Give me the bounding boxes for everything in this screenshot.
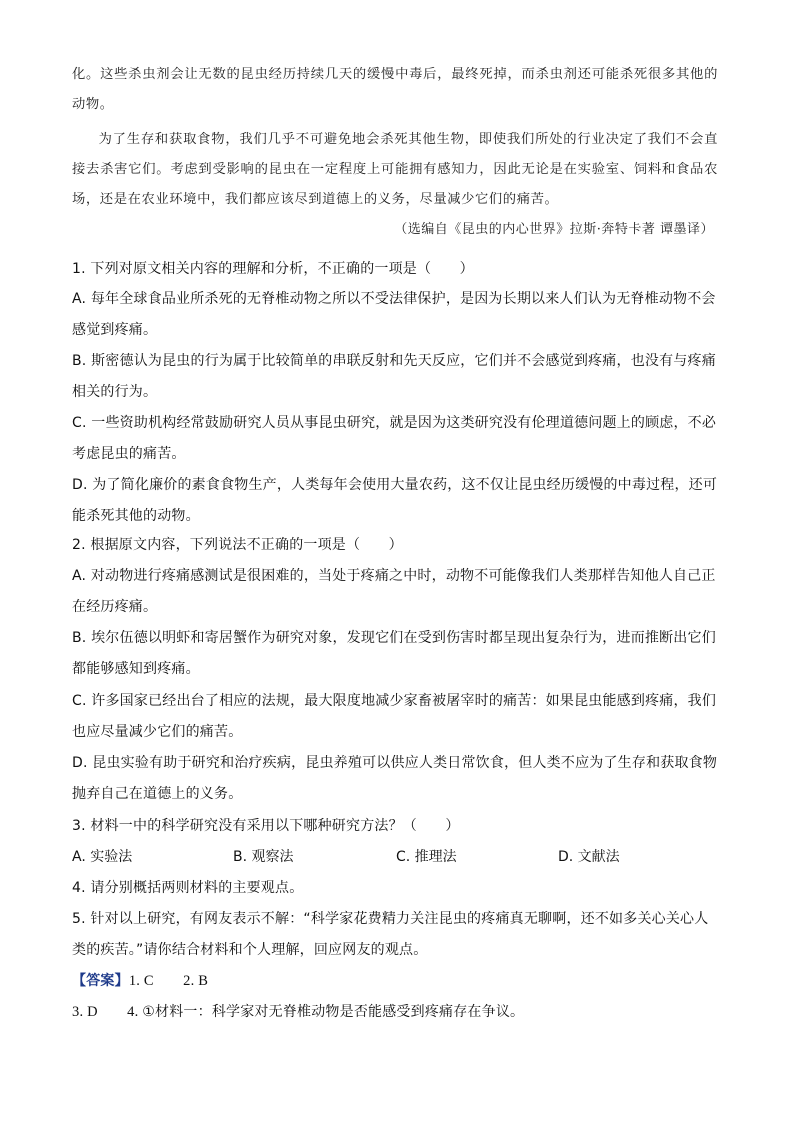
question-3-stem: 3. 材料一中的科学研究没有采用以下哪种研究方法？（ ） (72, 818, 460, 834)
question-5-stem: 5. 针对以上研究，有网友表示不解：“科学家花费精力关注昆虫的疼痛真无聊啊，还不如多关心关心人类的疾苦。”请你结合材料和个人理解，回应网友的观点。 (72, 911, 709, 958)
answer-line-1 (72, 966, 722, 997)
question-2-option-c: C. 许多国家已经出台了相应的法规，最大限度地减少家畜被屠宰时的痛苦：如果昆虫能感到疼痛，我们也应尽量减少它们的痛苦。 (72, 693, 717, 740)
question-3-option-d: D. 文献法 (558, 849, 620, 865)
question-1-option-d: D. 为了简化廉价的素食食物生产，人类每年会使用大量农药，这不仅让昆虫经历缓慢的中毒过程，还可能杀死其他的动物。 (72, 477, 718, 524)
answer-tag: 【答案】 (72, 973, 129, 989)
question-1-option-a: A. 每年全球食品业所杀死的无脊椎动物之所以不受法律保护，是因为长期以来人们认为无脊椎动物不会感觉到疼痛。 (72, 291, 716, 338)
question-3-option-c: C. 推理法 (396, 849, 457, 865)
passage-paragraph-1: 化。这些杀虫剂会让无数的昆虫经历持续几天的缓慢中毒后，最终死掉，而杀虫剂还可能杀死很多其他的动物。 (72, 67, 718, 112)
answer-values-1: 1. C 2. B (128, 973, 209, 989)
question-3-options (72, 842, 722, 872)
passage-source: （选编自《昆虫的内心世界》拉斯·奔特卡著 谭墨译） (394, 222, 714, 237)
question-2-stem: 2. 根据原文内容，下列说法不正确的一项是（ ） (72, 537, 403, 553)
question-2-option-d: D. 昆虫实验有助于研究和治疗疾病，昆虫养殖可以供应人类日常饮食，但人类不应为了生存和获取食物抛弃自己在道德上的义务。 (72, 755, 718, 802)
question-2-option-a: A. 对动物进行疼痛感测试是很困难的，当处于疼痛之中时，动物不可能像我们人类那样告知他人自己正在经历疼痛。 (72, 568, 716, 615)
answer-4-text: ①材料一：科学家对无脊椎动物是否能感受到疼痛存在争议。 (142, 1004, 525, 1020)
question-2-option-b: B. 埃尔伍德以明虾和寄居蟹作为研究对象，发现它们在受到伤害时都呈现出复杂行为，进而推断出它们都能够感知到疼痛。 (72, 630, 716, 677)
question-1-option-c: C. 一些资助机构经常鼓励研究人员从事昆虫研究，就是因为这类研究没有伦理道德问题上的顾虑，不必考虑昆虫的痛苦。 (72, 415, 717, 462)
question-1-stem: 1. 下列对原文相关内容的理解和分析，不正确的一项是（ ） (72, 261, 474, 277)
question-3-option-a: A. 实验法 (72, 849, 133, 865)
question-4-stem: 4. 请分别概括两则材料的主要观点。 (72, 880, 304, 896)
answer-values-2: 3. D 4. (72, 1004, 143, 1020)
answer-line-2 (72, 997, 722, 1028)
question-3-option-b: B. 观察法 (233, 849, 294, 865)
passage-paragraph-2: 为了生存和获取食物，我们几乎不可避免地会杀死其他生物，即使我们所处的行业决定了我们不会直接去杀害它们。考虑到受影响的昆虫在一定程度上可能拥有感知力，因此无论是在实验室、饲料和食品农场，还是在农业环境中，我们都应该尽到道德上的义务，尽量减少它们的痛苦。 (72, 132, 718, 207)
question-1-option-b: B. 斯密德认为昆虫的行为属于比较简单的串联反射和先天反应，它们并不会感觉到疼痛，也没有与疼痛相关的行为。 (72, 353, 716, 400)
